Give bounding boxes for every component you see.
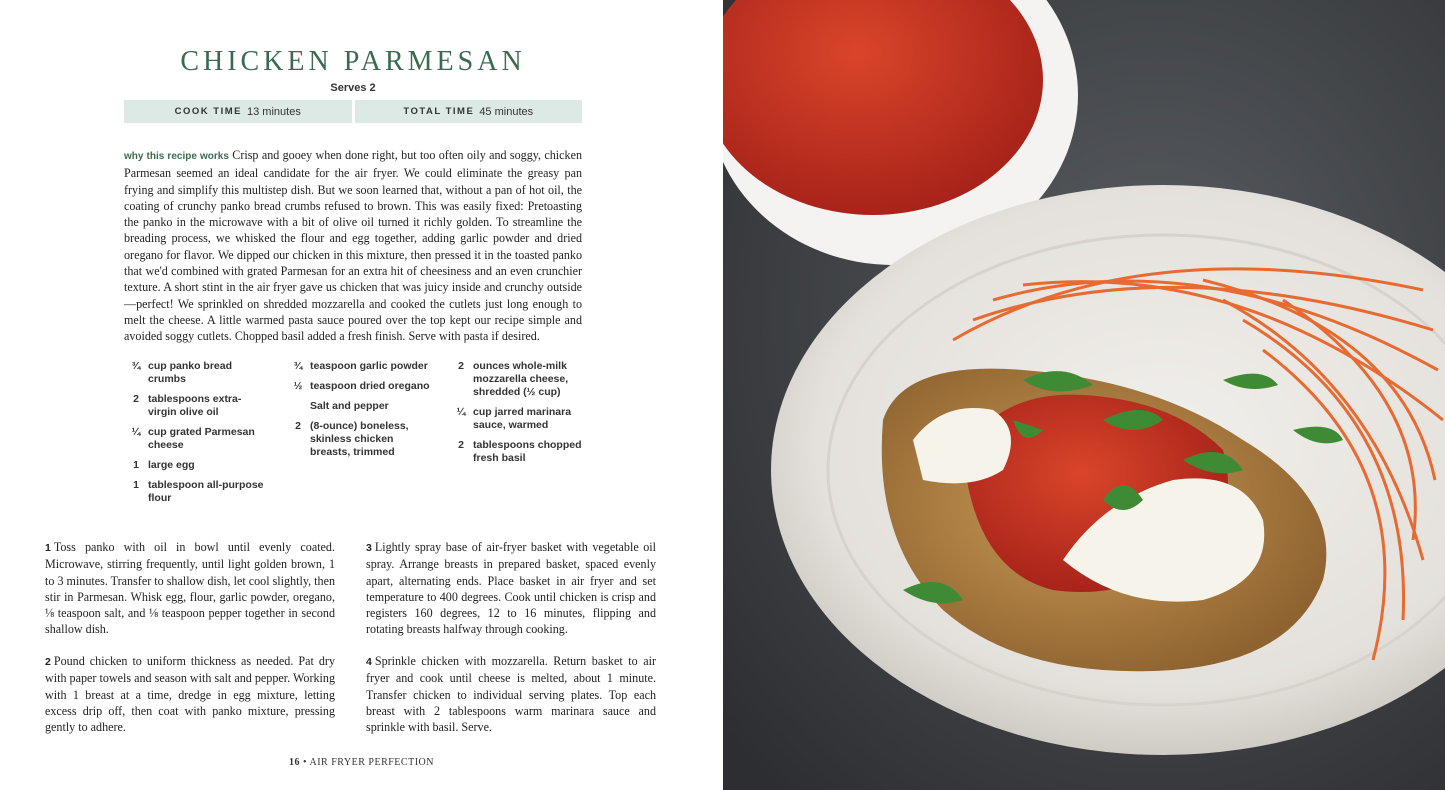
serves-label: Serves 2 [330,82,376,94]
step-1 [45,539,335,638]
ingredients-column-3 [449,360,594,472]
total-time-value: 45 minutes [479,105,534,118]
ingredient-qty: ¼ [456,406,466,418]
why-this-recipe-works-label: why this recipe works [124,151,229,162]
ingredients-column-1 [124,360,269,512]
ingredient-qty: ½ [293,380,303,392]
ingredient-item [124,360,269,386]
step-4 [366,653,656,735]
ingredient-text: tablespoons chopped fresh basil [473,439,582,464]
step-number: 2 [45,656,51,668]
ingredient-qty: 1 [133,459,139,471]
ingredient-item [286,420,431,459]
ingredient-text: Salt and pepper [310,400,389,412]
ingredient-qty [286,400,310,413]
ingredient-text: teaspoon garlic powder [310,360,428,372]
ingredients-column-2 [286,360,431,466]
ingredient-item [124,393,269,419]
intro-text: Crisp and gooey when done right, but too often oily and soggy, chicken Parmesan seemed an ideal candidate for the air fryer. We could eliminate the greasy pan frying and simplify this multistep dish. But we soon learned that, without a pan of hot oil, the coating of crunchy panko bread crumbs refused to brown. This was easily fixed: Pretoasting the panko in the microwave with a bit of olive oil turned it richly golden. To streamline the breading process, we whisked the flour and egg together, adding garlic powder and dried oregano for flavor. We dipped our chicken in this mixture, then pressed it in the toasted panko that we'd combined with grated Parmesan for an extra hit of cheesiness and an even crunchier texture. A short stint in the air fryer gave us chicken that was juicy inside and crunchy outside—perfect! We sprinkled on shredded mozzarella and cooked the cutlets just long enough to melt the cheese. A little warmed pasta sauce poured over the top kept our recipe simple and avoided soggy cutlets. Chopped basil added a fresh finish. Serve with pasta if desired. [124,148,582,344]
ingredient-item [286,400,431,413]
ingredient-item [286,380,431,393]
ingredient-qty: ¾ [131,360,141,372]
ingredient-item [449,360,594,399]
ingredient-item [449,406,594,432]
ingredient-qty: ¼ [131,426,141,438]
page-number: 16 [289,757,301,768]
ingredient-text: cup jarred marinara sauce, warmed [473,406,572,431]
ingredient-text: cup grated Parmesan cheese [148,426,255,451]
ingredient-text: (8-ounce) boneless, skinless chicken breasts, trimmed [310,420,409,458]
step-number: 1 [45,542,51,554]
step-number: 3 [366,542,372,554]
ingredient-qty: 1 [133,479,139,491]
total-time-label: TOTAL TIME [403,106,475,117]
book-title: AIR FRYER PERFECTION [309,757,434,768]
step-2 [45,653,335,735]
ingredient-item [124,426,269,452]
ingredient-qty: 2 [295,420,301,432]
recipe-title: CHICKEN PARMESAN [180,46,526,77]
total-time [355,100,583,123]
ingredient-qty: 2 [458,439,464,451]
ingredient-text: tablespoon all-purpose flour [148,479,264,504]
ingredient-qty: ¾ [293,360,303,372]
ingredient-qty: 2 [458,360,464,372]
ingredient-qty: 2 [133,393,139,405]
ingredient-item [449,439,594,465]
cook-time-value: 13 minutes [247,105,301,118]
step-number: 4 [366,656,372,668]
step-text: Pound chicken to uniform thickness as needed. Pat dry with paper towels and season with salt and pepper. Working with 1 breast at a time, dredge in egg mixture, letting excess drip off, then coat with panko mixture, pressing gently to adhere. [45,654,335,735]
ingredient-item [124,459,269,472]
footer-bullet: • [303,757,308,768]
recipe-intro [124,147,582,345]
time-bar [124,100,582,123]
step-text: Sprinkle chicken with mozzarella. Return basket to air fryer and cook until cheese is melted, about 1 minute. Transfer chicken to individual serving plates. Top each breast with 2 tablespoons warm marinara sauce and sprinkle with basil. Serve. [366,654,656,735]
ingredient-text: ounces whole-milk mozzarella cheese, shredded (½ cup) [473,360,569,398]
cook-time [124,100,352,123]
page-footer [0,757,723,768]
ingredient-text: teaspoon dried oregano [310,380,430,392]
step-text: Lightly spray base of air-fryer basket with vegetable oil spray. Arrange breasts in prepared basket, spaced evenly apart, alternating ends. Place basket in air fryer and set temperature to 400 degrees. Cook until chicken is crisp and registers 160 degrees, 12 to 16 minutes, flipping and rotating breasts halfway through cooking. [366,540,656,637]
cook-time-label: COOK TIME [174,106,243,117]
chicken-parmesan-photo [723,0,1445,790]
ingredient-item [124,479,269,505]
ingredient-item [286,360,431,373]
step-text: Toss panko with oil in bowl until evenly coated. Microwave, stirring frequently, until light golden brown, 1 to 3 minutes. Transfer to shallow dish, let cool slightly, then stir in Parmesan. Whisk egg, flour, garlic powder, oregano, ⅛ teaspoon salt, and ⅛ teaspoon pepper together in second shallow dish. [45,540,335,637]
step-3 [366,539,656,638]
ingredient-text: large egg [148,459,195,471]
ingredient-text: tablespoons extra-virgin olive oil [148,393,242,418]
ingredient-text: cup panko bread crumbs [148,360,233,385]
